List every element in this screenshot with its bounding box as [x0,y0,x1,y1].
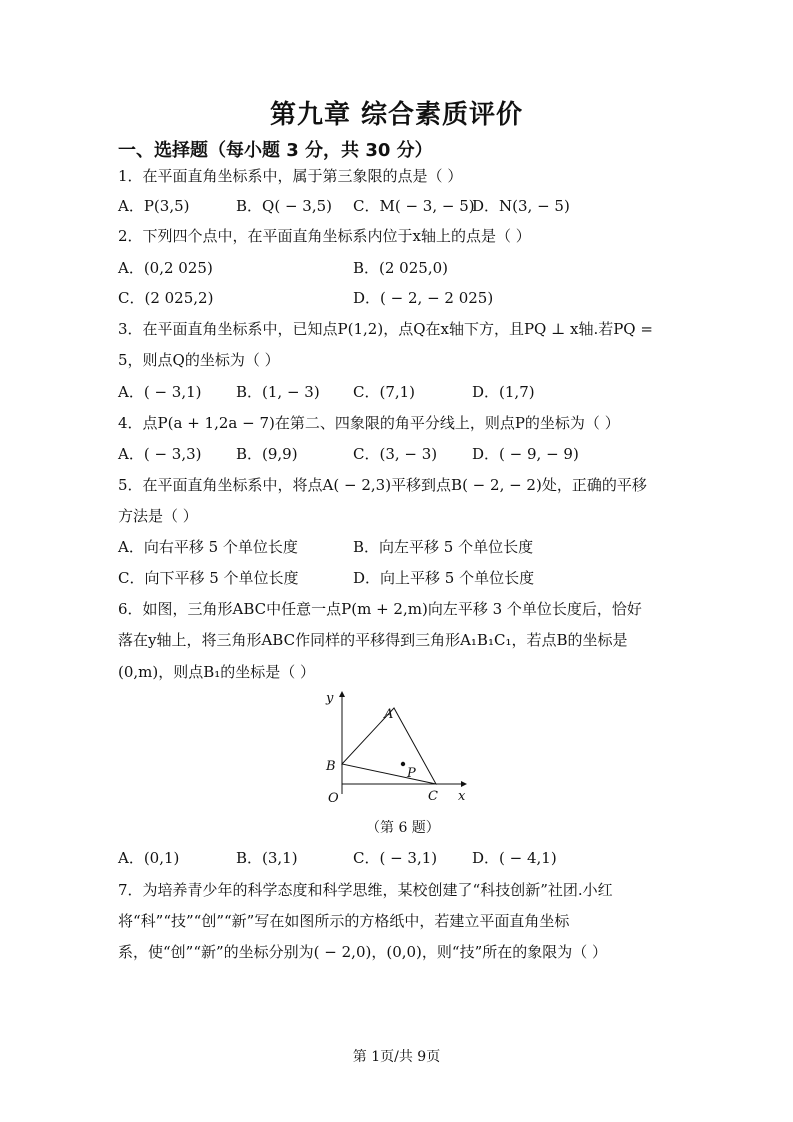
question-2-option-b: B．(2 025,0) [353,259,448,277]
question-7-stem-line-1: 7．为培养青少年的科学态度和科学思维，某校创建了“科技创新”社团.小红 [118,881,613,899]
question-4-option-c: C．(3, − 3) [353,445,438,463]
question-1-option-b: B．Q( − 3,5) [236,197,332,215]
question-7-stem-line-2: 将“科”“技”“创”“新”写在如图所示的方格纸中，若建立平面直角坐标 [118,912,570,930]
question-3-stem-line-2: 5，则点Q的坐标为（ ） [118,351,280,369]
question-5-stem-line-2: 方法是（ ） [118,507,198,525]
question-6-figure [318,686,478,808]
question-4-option-d: D．( − 9, − 9) [472,445,579,463]
question-3-option-d: D．(1,7) [472,383,535,401]
question-3-option-b: B．(1, − 3) [236,383,320,401]
question-7-stem-line-3: 系，使“创”“新”的坐标分别为( − 2,0)，(0,0)，则“技”所在的象限为（ ） [118,943,608,961]
question-1-option-d: D．N(3, − 5) [472,197,570,215]
question-5-stem-line-1: 5．在平面直角坐标系中，将点A( − 2,3)平移到点B( − 2, − 2)处，正确的平移 [118,476,647,494]
question-5-option-c: C．向下平移 5 个单位长度 [118,569,299,587]
point-p [401,762,405,766]
question-3-option-a: A．( − 3,1) [118,383,202,401]
question-5-option-d: D．向上平移 5 个单位长度 [353,569,535,587]
label-c: C [428,789,438,804]
label-p: P [407,766,416,781]
page-footer: 第 1页/共 9页 [352,1049,441,1065]
question-6-option-b: B．(3,1) [236,849,298,867]
question-3-stem-line-1: 3．在平面直角坐标系中，已知点P(1,2)，点Q在x轴下方，且PQ ⊥ x轴.若PQ = [118,320,653,338]
question-4-option-a: A．( − 3,3) [118,445,202,463]
question-6-option-a: A．(0,1) [118,849,180,867]
label-x: x [458,789,466,804]
question-1-option-c: C．M( − 3, − 5) [353,197,475,215]
question-6-stem-line-3: (0,m)，则点B₁的坐标是（ ） [118,663,316,681]
question-6-stem-line-1: 6．如图，三角形ABC中任意一点P(m + 2,m)向左平移 3 个单位长度后，恰好 [118,600,642,618]
label-b: B [326,759,336,774]
label-y: y [326,691,334,706]
question-5-option-a: A．向右平移 5 个单位长度 [118,538,298,556]
question-4-stem: 4．点P(a + 1,2a − 7)在第二、四象限的角平分线上，则点P的坐标为（ ） [118,414,620,432]
question-2-option-c: C．(2 025,2) [118,289,214,307]
question-4-option-b: B．(9,9) [236,445,298,463]
question-6-option-c: C．( − 3,1) [353,849,438,867]
question-2-stem: 2．下列四个点中，在平面直角坐标系内位于x轴上的点是（ ） [118,227,531,245]
question-6-option-d: D．( − 4,1) [472,849,557,867]
question-3-option-c: C．(7,1) [353,383,416,401]
label-o: O [328,791,339,806]
question-1-option-a: A．P(3,5) [118,197,190,215]
question-1-stem: 1．在平面直角坐标系中，属于第三象限的点是（ ） [118,167,463,185]
question-6-stem-line-2: 落在y轴上，将三角形ABC作同样的平移得到三角形A₁B₁C₁，若点B的坐标是 [118,631,628,649]
label-a: A [384,707,394,722]
question-2-option-d: D．( − 2, − 2 025) [353,289,494,307]
section-heading: 一、选择题（每小题 3 分，共 30 分） [118,140,433,161]
page-title: 第九章 综合素质评价 [269,100,524,130]
question-5-option-b: B．向左平移 5 个单位长度 [353,538,534,556]
question-2-option-a: A．(0,2 025) [118,259,213,277]
figure-caption: （第 6 题） [366,820,440,836]
